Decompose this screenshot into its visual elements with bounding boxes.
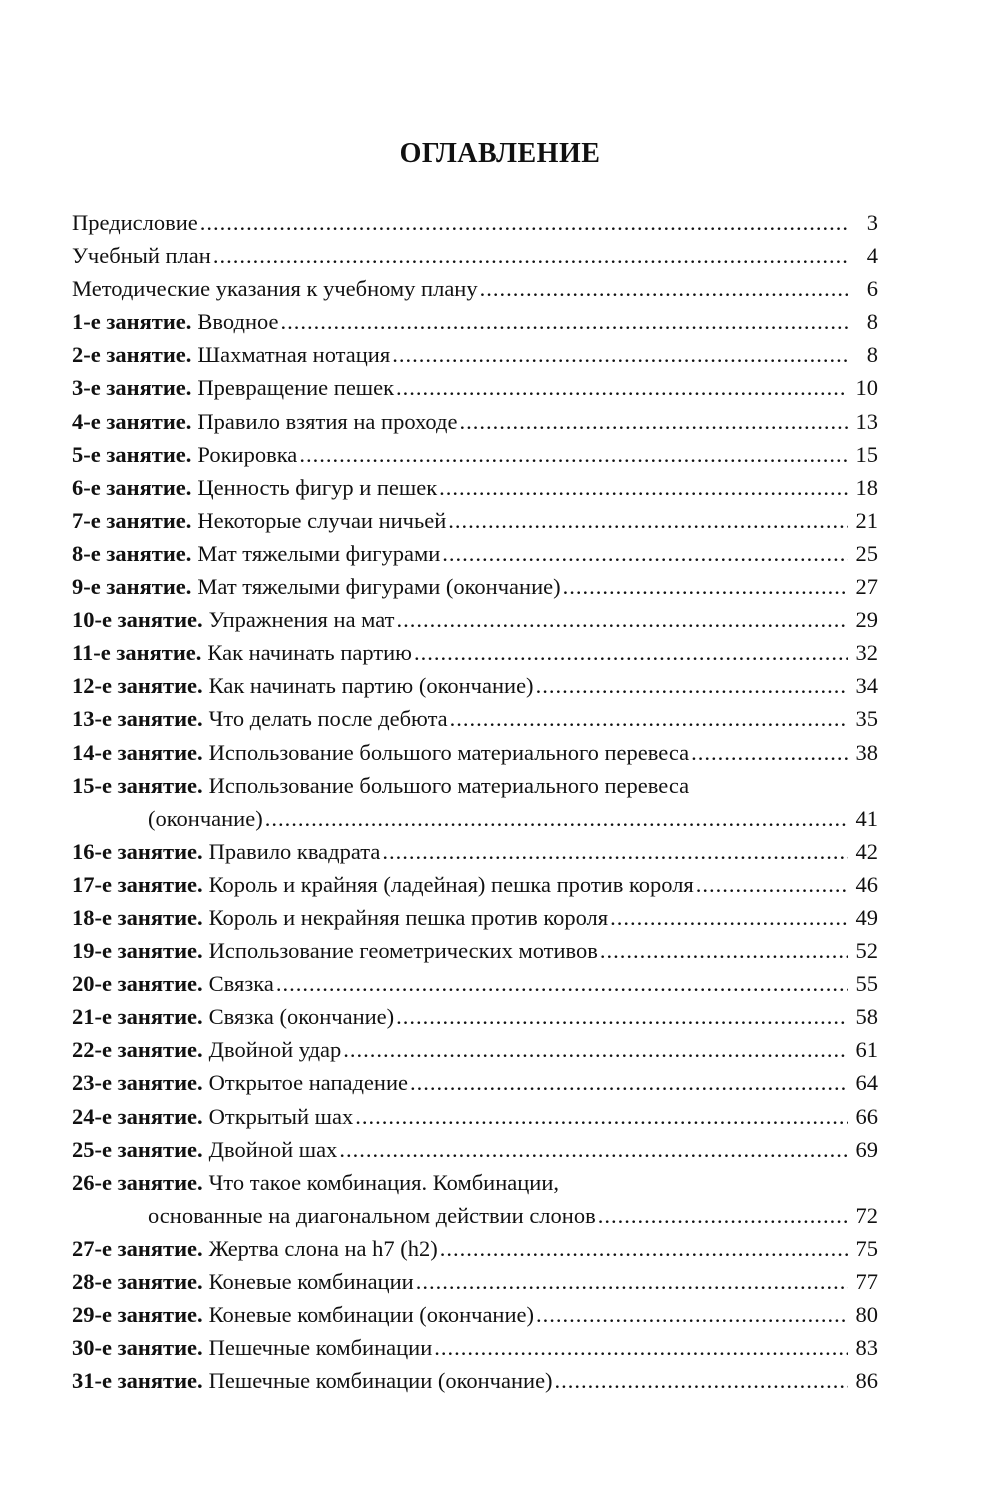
toc-page-number: 15 — [855, 441, 878, 467]
toc-entry-number: 20-е занятие. — [72, 971, 203, 997]
toc-entry-title: Мат тяжелыми фигурами (окончание) — [197, 574, 561, 600]
toc-entry-title: Что такое комбинация. Комбинации, — [208, 1169, 559, 1195]
toc-entry-title: Рокировка — [197, 441, 298, 467]
toc-entry-title: Двойной удар — [208, 1037, 342, 1063]
toc-entry-title: Как начинать партию (окончание) — [208, 673, 534, 699]
toc-leader-dots — [691, 736, 848, 769]
toc-entry — [72, 901, 878, 934]
toc-page-number: 41 — [855, 805, 878, 831]
toc-leader-dots — [200, 206, 848, 239]
toc-entry-title: Предисловие — [72, 210, 198, 235]
toc-leader-dots — [343, 1033, 848, 1066]
toc-leader-dots — [299, 438, 848, 471]
toc-entry-number: 10-е занятие. — [72, 607, 203, 633]
toc-entry-title: Король и некрайняя пешка против короля — [208, 904, 609, 930]
toc-entry-title: Король и крайняя (ладейная) пешка против короля — [208, 871, 694, 897]
toc-entry-title: Учебный план — [72, 243, 211, 269]
toc-leader-dots — [392, 338, 848, 371]
toc-entry-number: 2-е занятие. — [72, 342, 192, 368]
toc-entry — [72, 1364, 878, 1397]
toc-entry-title: Жертва слона на h7 (h2) — [208, 1235, 438, 1261]
toc-entry-number: 23-е занятие. — [72, 1070, 203, 1096]
toc-leader-dots — [459, 405, 848, 438]
toc-entry — [72, 967, 878, 1000]
toc-page-number: 32 — [855, 640, 878, 666]
toc-entry-title: Двойной шах — [208, 1136, 338, 1162]
toc-leader-dots — [339, 1133, 848, 1166]
toc-entry-title: Открытый шах — [208, 1103, 354, 1129]
toc-entry — [72, 1100, 878, 1133]
toc-entry — [72, 868, 878, 901]
toc-leader-dots — [600, 934, 848, 967]
toc-entry-number: 15-е занятие. — [72, 772, 203, 798]
toc-page-number: 72 — [855, 1202, 878, 1228]
toc-entry-title: Использование большого материального перевеса — [208, 772, 690, 798]
toc-entry-number: 5-е занятие. — [72, 441, 192, 467]
toc-leader-dots — [450, 702, 848, 735]
toc-page-number: 8 — [866, 309, 878, 335]
toc-entry-number: 16-е занятие. — [72, 838, 203, 864]
toc-entry-number: 17-е занятие. — [72, 871, 203, 897]
toc-page-number: 6 — [866, 276, 878, 302]
toc-entry-title: Что делать после дебюта — [208, 706, 448, 732]
toc-entry-title: Пешечные комбинации (окончание) — [208, 1368, 553, 1394]
toc-page-number: 52 — [855, 938, 878, 964]
toc-leader-dots — [440, 1232, 848, 1265]
toc-entry — [72, 338, 878, 371]
toc-entry-number: 18-е занятие. — [72, 904, 203, 930]
toc-entry-number: 30-е занятие. — [72, 1335, 203, 1361]
toc-entry — [72, 736, 878, 769]
toc-entry-number: 26-е занятие. — [72, 1169, 203, 1195]
toc-entry-title: Использование геометрических мотивов — [208, 938, 598, 964]
toc-entry-number: 27-е занятие. — [72, 1235, 203, 1261]
toc-entry-number: 8-е занятие. — [72, 540, 192, 566]
toc-page-number: 61 — [855, 1037, 878, 1063]
toc-entry — [72, 537, 878, 570]
toc-page-number: 75 — [855, 1235, 878, 1261]
toc-entry — [72, 1331, 878, 1364]
toc-entry-title: Связка — [208, 971, 274, 997]
toc-leader-dots — [610, 901, 848, 934]
toc-entry-number: 11-е занятие. — [72, 640, 202, 666]
toc-entry-title: Мат тяжелыми фигурами — [197, 540, 441, 566]
page-title: ОГЛАВЛЕНИЕ — [399, 138, 601, 169]
toc-page-number: 64 — [855, 1070, 878, 1096]
toc-entry — [72, 1000, 878, 1033]
toc-entry-title: Ценность фигур и пешек — [197, 474, 438, 500]
toc-leader-dots — [598, 1199, 848, 1232]
toc-entry — [72, 504, 878, 537]
toc-leader-dots — [536, 1298, 848, 1331]
toc-entry — [72, 272, 878, 305]
toc-entry-number: 19-е занятие. — [72, 938, 203, 964]
toc-entry-number: 31-е занятие. — [72, 1368, 203, 1394]
toc-entry-title: Коневые комбинации (окончание) — [208, 1302, 534, 1328]
toc-entry — [72, 934, 878, 967]
toc-leader-dots — [439, 471, 848, 504]
toc-page-number: 13 — [855, 408, 878, 434]
toc-leader-dots — [536, 669, 848, 702]
toc-entry-title: Использование большого материального перевеса — [208, 739, 690, 765]
toc-entry — [72, 405, 878, 438]
table-of-contents — [72, 206, 878, 1397]
toc-entry-title: Некоторые случаи ничьей — [197, 507, 447, 533]
toc-page-number: 4 — [866, 243, 878, 269]
toc-leader-dots — [382, 835, 848, 868]
toc-entry-number: 7-е занятие. — [72, 507, 192, 533]
toc-page-number: 25 — [855, 540, 878, 566]
toc-entry — [72, 1133, 878, 1166]
toc-page-number: 86 — [855, 1368, 878, 1394]
toc-entry-title: Правило квадрата — [208, 838, 381, 864]
toc-page-number: 29 — [855, 607, 878, 633]
toc-page-number: 10 — [855, 375, 878, 401]
toc-entry — [72, 769, 878, 802]
toc-page-number: 80 — [855, 1302, 878, 1328]
toc-entry — [72, 438, 878, 471]
toc-leader-dots — [396, 1000, 848, 1033]
toc-leader-dots — [281, 305, 848, 338]
toc-entry — [72, 1265, 878, 1298]
toc-page-number: 49 — [855, 904, 878, 930]
toc-page-number: 21 — [855, 507, 878, 533]
toc-leader-dots — [276, 967, 848, 1000]
toc-entry-number: 3-е занятие. — [72, 375, 192, 401]
toc-page-number: 34 — [855, 673, 878, 699]
toc-leader-dots — [696, 868, 848, 901]
toc-leader-dots — [396, 371, 848, 404]
toc-page-number: 83 — [855, 1335, 878, 1361]
toc-entry — [72, 305, 878, 338]
toc-leader-dots — [442, 537, 848, 570]
toc-leader-dots — [563, 570, 848, 603]
toc-entry-title-continuation: (окончание) — [148, 805, 263, 831]
toc-leader-dots — [414, 636, 848, 669]
toc-entry-title: Шахматная нотация — [197, 342, 391, 368]
toc-entry-continuation — [72, 802, 878, 835]
toc-entry-number: 6-е занятие. — [72, 474, 192, 500]
toc-page-number: 35 — [855, 706, 878, 732]
toc-page-number: 42 — [855, 838, 878, 864]
toc-page-number: 77 — [855, 1269, 878, 1294]
toc-entry-title: Превращение пешек — [197, 375, 395, 401]
toc-entry-number: 25-е занятие. — [72, 1136, 203, 1162]
toc-entry-title: Упражнения на мат — [208, 607, 395, 633]
toc-entry-title: Правило взятия на проходе — [197, 408, 458, 434]
toc-page-number: 69 — [855, 1136, 878, 1162]
toc-entry-number: 9-е занятие. — [72, 574, 192, 600]
toc-entry-title: Открытое нападение — [208, 1070, 408, 1096]
toc-entry-number: 13-е занятие. — [72, 706, 203, 732]
toc-entry — [72, 239, 878, 272]
toc-entry — [72, 702, 878, 735]
toc-entry-number: 12-е занятие. — [72, 673, 203, 699]
toc-entry-number: 22-е занятие. — [72, 1037, 203, 1063]
toc-leader-dots — [434, 1331, 848, 1364]
toc-leader-dots — [410, 1066, 848, 1099]
toc-page-number: 66 — [855, 1103, 878, 1129]
toc-entry — [72, 603, 878, 636]
toc-page-number: 27 — [855, 574, 878, 600]
toc-leader-dots — [480, 272, 848, 305]
toc-leader-dots — [397, 603, 848, 636]
toc-entry-number: 1-е занятие. — [72, 309, 192, 335]
toc-entry-number: 14-е занятие. — [72, 739, 203, 765]
toc-entry-title: Как начинать партию — [207, 640, 412, 666]
toc-page-number: 3 — [866, 210, 878, 235]
toc-entry-number: 24-е занятие. — [72, 1103, 203, 1129]
toc-leader-dots — [355, 1100, 848, 1133]
toc-entry — [72, 471, 878, 504]
toc-entry — [72, 669, 878, 702]
toc-entry — [72, 206, 878, 239]
toc-leader-dots — [555, 1364, 848, 1397]
toc-entry — [72, 1298, 878, 1331]
toc-entry-title: Методические указания к учебному плану — [72, 276, 478, 302]
toc-entry — [72, 1066, 878, 1099]
toc-page-number: 38 — [855, 739, 878, 765]
toc-entry-title: Связка (окончание) — [208, 1004, 395, 1030]
toc-leader-dots — [416, 1265, 848, 1298]
toc-page-number: 18 — [855, 474, 878, 500]
toc-leader-dots — [213, 239, 848, 272]
toc-entry-number: 21-е занятие. — [72, 1004, 203, 1030]
toc-entry — [72, 1232, 878, 1265]
toc-entry-number: 29-е занятие. — [72, 1302, 203, 1328]
toc-page-number: 8 — [866, 342, 878, 368]
toc-leader-dots — [265, 802, 848, 835]
toc-entry-title: Вводное — [197, 309, 279, 335]
toc-entry-number: 4-е занятие. — [72, 408, 192, 434]
toc-page-number: 58 — [855, 1004, 878, 1030]
toc-entry-title-continuation: основанные на диагональном действии слонов — [148, 1202, 596, 1228]
toc-entry-title: Коневые комбинации — [208, 1269, 414, 1294]
toc-leader-dots — [448, 504, 848, 537]
toc-entry-continuation — [72, 1199, 878, 1232]
toc-entry — [72, 371, 878, 404]
toc-entry — [72, 1166, 878, 1199]
toc-entry — [72, 636, 878, 669]
toc-entry — [72, 1033, 878, 1066]
toc-entry — [72, 835, 878, 868]
toc-entry-title: Пешечные комбинации — [208, 1335, 433, 1361]
toc-entry-number: 28-е занятие. — [72, 1269, 203, 1294]
toc-entry — [72, 570, 878, 603]
toc-page-number: 55 — [855, 971, 878, 997]
toc-page-number: 46 — [855, 871, 878, 897]
